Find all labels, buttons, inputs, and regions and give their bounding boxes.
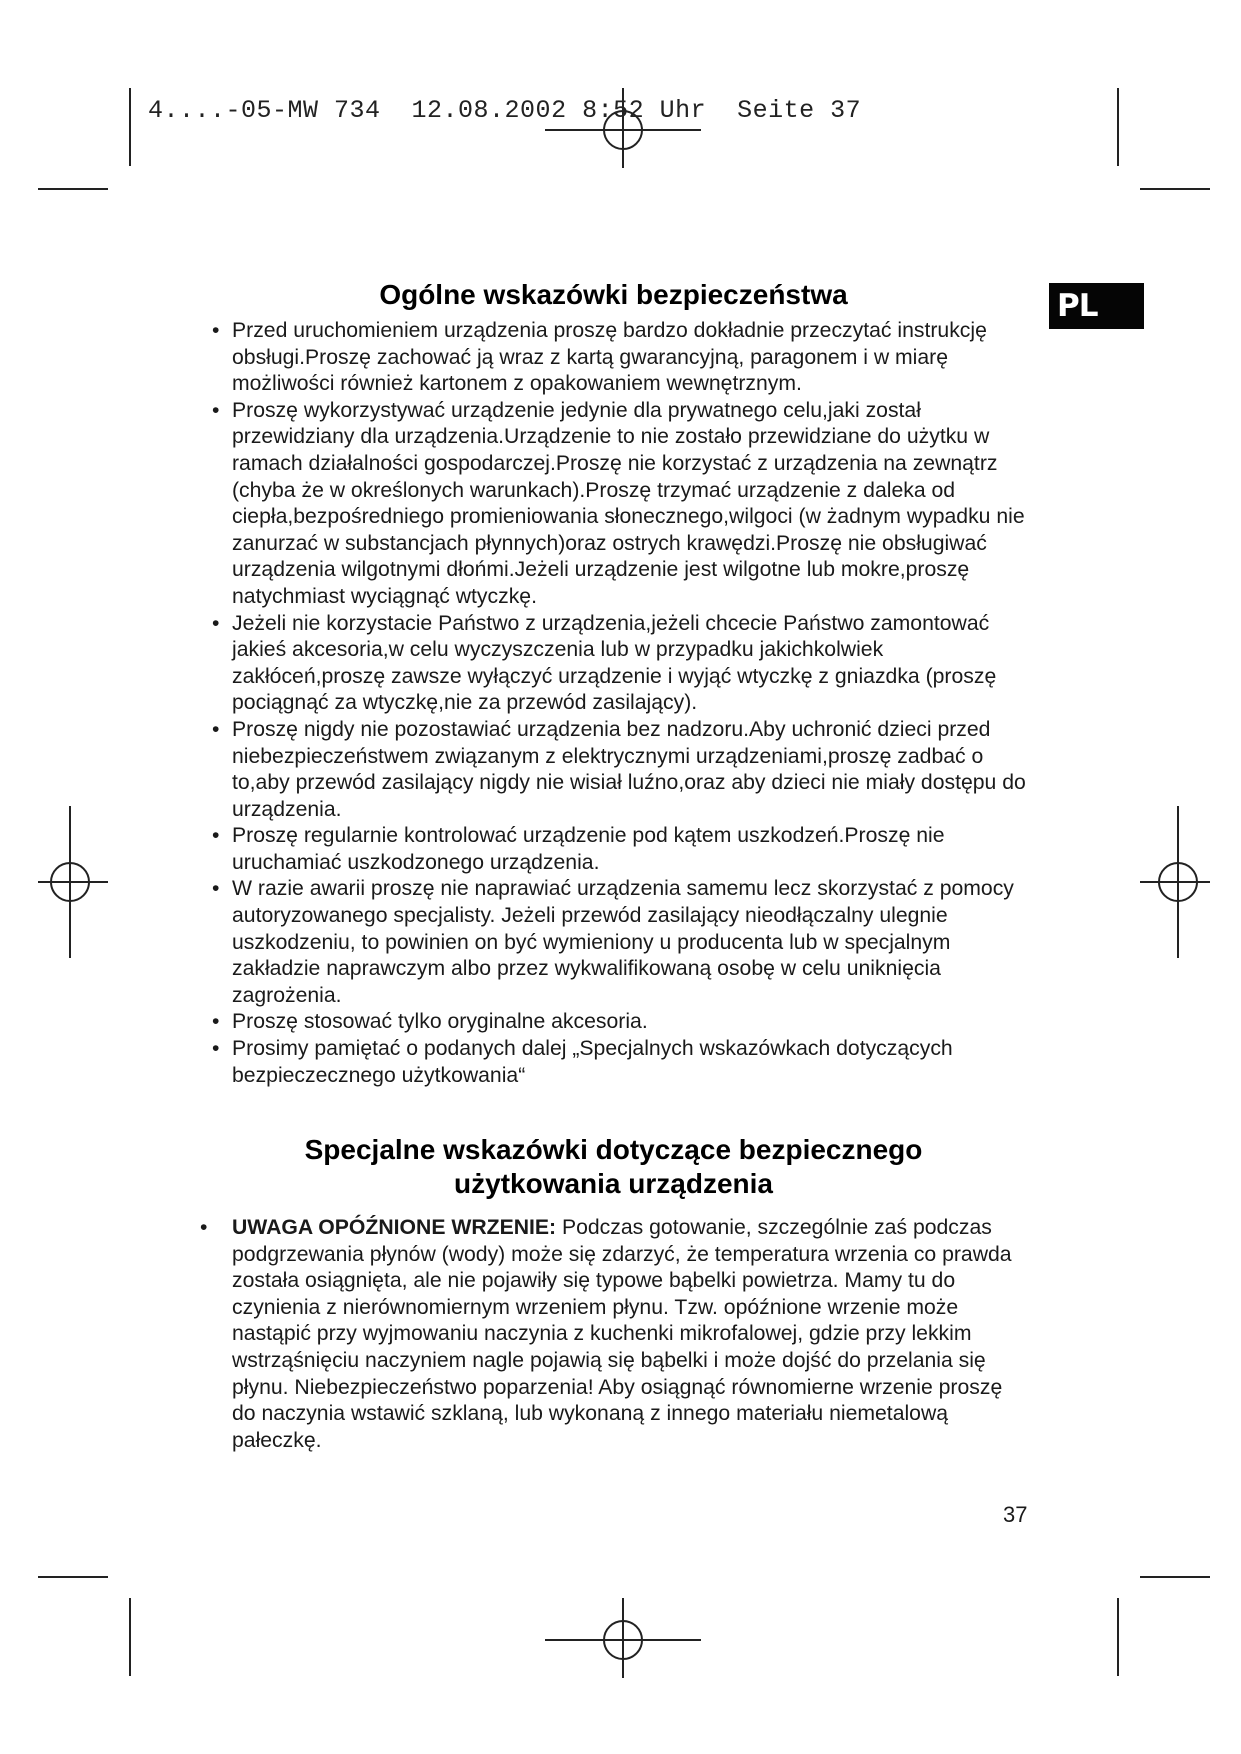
registration-mark-bottom <box>545 1598 701 1678</box>
section-title-special-safety <box>196 1133 1031 1201</box>
general-safety-section <box>196 278 1031 1089</box>
list-item: • Prosimy pamiętać o podanych dalej „Specjalnych wskazówkach dotyczących bezpieczecznego użytkowania“ <box>212 1037 953 1087</box>
registration-mark-right <box>1140 806 1210 958</box>
language-tab: PL <box>1049 283 1144 329</box>
page-number: 37 <box>1003 1502 1028 1527</box>
special-safety-section <box>196 1133 1031 1454</box>
bullet-icon: • <box>200 1216 208 1239</box>
print-slug: 4....-05-MW 734 12.08.2002 8:52 Uhr Seite 37 <box>148 96 862 125</box>
warning-label: UWAGA OPÓŹNIONE WRZENIE: <box>232 1216 557 1239</box>
section-title-line-2: użytkowania urządzenia <box>454 1168 773 1199</box>
registration-mark-left <box>38 806 108 958</box>
list-item: • Proszę wykorzystywać urządzenie jedynie dla prywatnego celu,jaki został przewidziany dla urządzenia.Urządzenie to nie zostało przewidziane do użytku w ramach działalności gospodarczej.Proszę nie korzystać z urządzenia na zewnątrz (chyba że w określonych warunkach).Proszę trzymać urządzenie z daleka od ciepła,bezpośredniego promieniowania słonecznego,wilgoci (w żadnym wypadku nie zanurzać w substancjach płynnych)oraz ostrych krawędzi.Proszę nie obsługiwać urządzenia wilgotnymi dłońmi.Jeżeli urządzenie jest wilgotne lub mokre,proszę natychmiast wyciągnąć wtyczkę. <box>212 398 1025 608</box>
list-item: • Proszę regularnie kontrolować urządzenie pod kątem uszkodzeń.Proszę nie uruchamiać uszkodzonego urządzenia. <box>212 824 945 874</box>
list-item: • Proszę stosować tylko oryginalne akcesoria. <box>212 1010 648 1034</box>
section-title-line-1: Specjalne wskazówki dotyczące bezpiecznego <box>304 1134 923 1165</box>
warning-text: Podczas gotowanie, szczególnie zaś podczas podgrzewania płynów (wody) może się zdarzyć, że temperatura wrzenia co prawda została osiągnięta, ale nie pojawiły się typowe bąbelki powietrza. Mamy tu do czynienia z nierównomiernym wrzeniem płynu. Tzw. opóźnione wrzenie może nastąpić przy wyjmowaniu naczynia z kuchenki mikrofalowej, gdzie przy lekkim wstrząśnięciu naczyniem nagle pojawią się bąbelki i może dojść do przelania się płynu. Niebezpieczeństwo poparzenia! Aby osiągnąć równomierne wrzenie proszę do naczynia wstawić szklaną, lub wykonaną z innego materiału niemetalową pałeczkę. <box>232 1216 1012 1452</box>
delayed-boiling-warning <box>196 1215 1031 1454</box>
list-item: • W razie awarii proszę nie naprawiać urządzenia samemu lecz skorzystać z pomocy autoryzowanego specjalisty. Jeżeli przewód zasilający nieodłączalny ulegnie uszkodzeniu, to powinien on być wymieniony u producenta lub w specjalnym zakładzie naprawczym albo przez wykwalifikowaną osobę w celu uniknięcia zagrożenia. <box>212 877 1014 1007</box>
list-item: • Proszę nigdy nie pozostawiać urządzenia bez nadzoru.Aby uchronić dzieci przed niebezpieczeństwem związanym z elektrycznymi urządzeniami,proszę zadbać o to,aby przewód zasilający nigdy nie wisiał luźno,oraz aby dzieci nie miały dostępu do urządzenia. <box>212 717 1026 821</box>
safety-list <box>196 318 1031 1089</box>
list-item: • Jeżeli nie korzystacie Państwo z urządzenia,jeżeli chcecie Państwo zamontować jakieś akcesoria,w celu wyczyszczenia lub w przypadku jakichkolwiek zakłóceń,proszę zawsze wyłączyć urządzenie i wyjąć wtyczkę z gniazdka (proszę pociągnąć za wtyczkę,nie za przewód zasilający). <box>212 611 997 715</box>
section-title-general-safety: Ogólne wskazówki bezpieczeństwa <box>379 279 848 310</box>
list-item: • Przed uruchomieniem urządzenia proszę bardzo dokładnie przeczytać instrukcję obsługi.Proszę zachować ją wraz z kartą gwarancyjną, paragonem i w miarę możliwości również kartonem z opakowaniem wewnętrznym. <box>212 319 987 396</box>
